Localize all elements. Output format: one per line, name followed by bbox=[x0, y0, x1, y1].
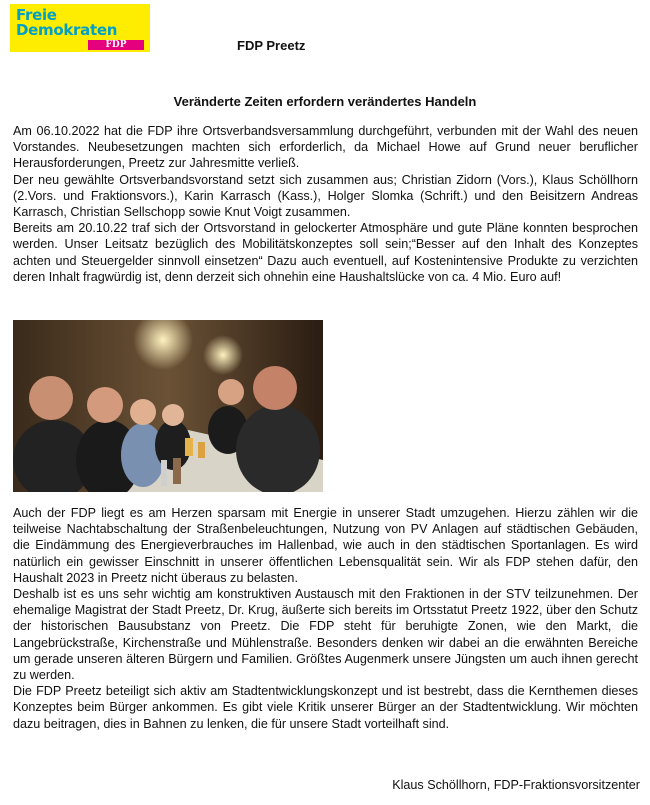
article-block-2 bbox=[13, 505, 638, 732]
paragraph: Deshalb ist es uns sehr wichtig am konstruktiven Austausch mit den Fraktionen in der STV teilzunehmen. Der ehemalige Magistrat der Stadt Preetz, Dr. Krug, äußerte sich bereits im Ortsstatut Preetz 1922, über den Schutz der historischen Bausubstanz von Preetz. Die FDP steht für beruhigte Zonen, wie den Markt, die Langebrückstraße, Kirchenstraße und Mühlenstraße. Besonders denken wir dabei an die erwähnten Bereiche um gerade unseren älteren Bürgern und Familien. Größtes Augenmerk unsere Jüngsten um auch ihnen gerecht zu werden. bbox=[13, 587, 638, 683]
article-title: Veränderte Zeiten erfordern verändertes Handeln bbox=[173, 94, 477, 109]
fdp-logo bbox=[10, 4, 150, 52]
group-photo-image bbox=[13, 320, 323, 492]
logo-line-2: Demokraten bbox=[16, 21, 118, 39]
header-title: FDP Preetz bbox=[237, 38, 306, 53]
paragraph: Am 06.10.2022 hat die FDP ihre Ortsverbandsversammlung durchgeführt, verbunden mit der Wahl des neuen Vorstandes. Neubesetzungen machten sich erforderlich, da Michael Howe auf Grund neuer beruflicher Herausforderungen, Preetz zur Jahresmitte verließ. bbox=[13, 124, 638, 171]
signature: Klaus Schöllhorn, FDP-Fraktionsvorsitzenter bbox=[392, 778, 640, 792]
paragraph: Auch der FDP liegt es am Herzen sparsam mit Energie in unserer Stadt umzugehen. Hierzu zählen wir die teilweise Nachtabschaltung der Straßenbeleuchtungen, Nutzung von PV Anlagen auf städtischen Gebäuden, die Eindämmung des Energieverbrauches im Hallenbad, wie auch in den städtischen Sportanlagen. Es wird natürlich ein gewisser Einschnitt in unserer öffentlichen Lebensqualität sein. Wir als FDP stehen dafür, den Haushalt 2023 in Preetz nicht überaus zu belasten. bbox=[13, 506, 638, 585]
logo-line-1: Freie bbox=[16, 6, 57, 24]
logo-badge: FDP bbox=[88, 40, 144, 50]
group-photo bbox=[13, 320, 323, 492]
article-block-1 bbox=[13, 123, 638, 285]
paragraph: Die FDP Preetz beteiligt sich aktiv am Stadtentwicklungskonzept und ist bestrebt, dass die Kernthemen dieses Konzeptes beim Bürger ankommen. Es gibt viele Kritik unserer Bürger an der Stadtentwicklung. Wir möchten dazu beitragen, dies in Bahnen zu lenken, die für unsere Stadt vorteilhaft sind. bbox=[13, 684, 638, 731]
paragraph: Der neu gewählte Ortsverbandsvorstand setzt sich zusammen aus; Christian Zidorn (Vors.), Klaus Schöllhorn (2.Vors. und Fraktionsvors.), Karin Karrasch (Kass.), Holger Slomka (Schrift.) und den Beisitzern Andreas Karrasch, Christian Sellschopp sowie Knut Voigt zusammen. bbox=[13, 172, 638, 220]
paragraph: Bereits am 20.10.22 traf sich der Ortsvorstand in gelockerter Atmosphäre und gute Pläne konnten besprochen werden. Unser Leitsatz bezüglich des Mobilitätskonzeptes soll sein;“Besser auf den Inhalt des Konzeptes achten und Steuergelder sinnvoll einsetzen“ Dazu auch eventuell, auf Kostenintensive Produkte zu verzichten deren Inhalt fragwürdig ist, denn derzeit sich ohnehin eine Haushaltslücke von ca. 4 Mio. Euro auf! bbox=[13, 221, 638, 284]
